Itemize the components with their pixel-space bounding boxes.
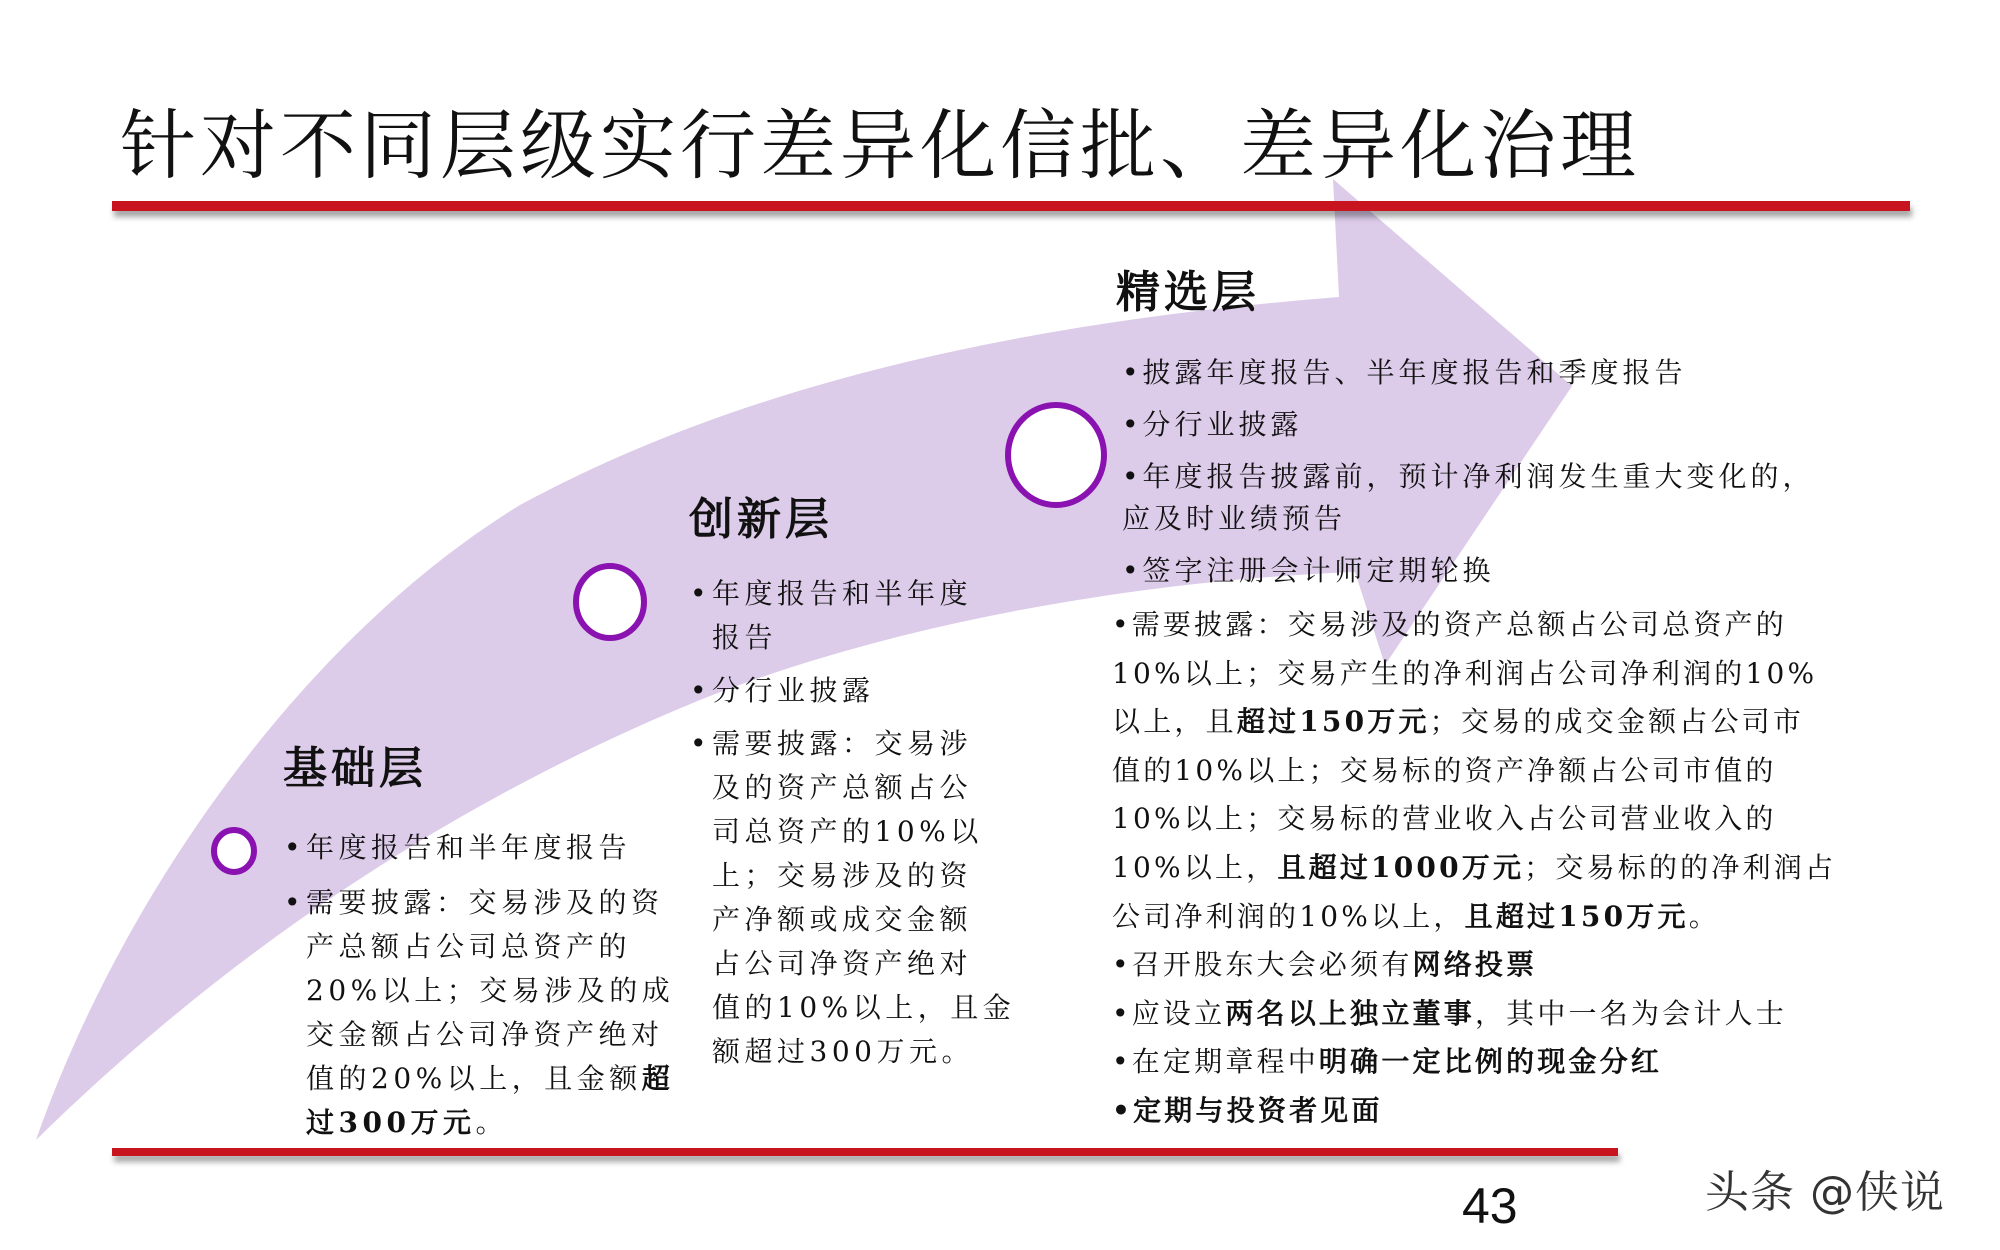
bullet-text-line [1112,795,1836,844]
bullet-text-line [712,722,1015,766]
tier-marker-circle-innovation [576,566,644,638]
bullet-text-line [306,969,674,1013]
bullet-dot-icon: • [690,727,712,760]
bullet-item [1112,941,1836,990]
bullet-text-line [1112,747,1836,796]
text-segment: 。 [1688,899,1720,933]
text-segment: 需要披露：交易涉 [712,727,973,760]
tier-title-basic: 基础层 [283,743,427,794]
bullet-item [690,669,1015,713]
bullet-text-line [1122,404,1815,446]
emphasis-text: •定期与投资者见面 [1112,1093,1383,1127]
text-segment: 产净额或成交金额 [712,903,973,936]
text-segment: 值的10%以上，且金 [712,991,1016,1024]
bullet-text-line [1112,990,1836,1039]
bullet-text-line [1112,893,1836,942]
footer-divider [112,1148,1618,1156]
bullet-text-line [1112,601,1836,650]
bullet-text-line [1112,941,1836,990]
bullet-text-line [712,854,1015,898]
bullet-text-line [712,572,1015,616]
bullet-text-line [712,1030,1015,1074]
bullet-text-line [712,986,1015,1030]
bullet-text-line [1122,352,1815,394]
bullet-text-line [1112,1038,1836,1087]
bullet-item [284,881,675,1145]
text-segment: 20%以上；交易涉及的成 [306,974,675,1007]
emphasis-text: 且超过1000万元 [1277,850,1525,884]
text-segment: •披露年度报告、半年度报告和季度报告 [1122,356,1687,389]
bullet-text-line [712,669,1015,713]
bullet-text-line [306,1101,674,1145]
bullet-item [1112,990,1836,1039]
emphasis-text: 两名以上独立董事 [1225,996,1475,1030]
watermark: 头条 @侠说 [1705,1167,1945,1218]
bullet-text-line [712,616,1015,660]
text-segment: 值的10%以上；交易标的资产净额占公司市值的 [1112,753,1777,787]
title-underline-divider [112,201,1910,211]
text-segment: 10%以上；交易标的营业收入占公司营业收入的 [1112,802,1777,836]
tier-basic-bullets [284,826,675,1145]
text-segment: 分行业披露 [712,674,875,707]
bullet-text-line [1112,1087,1836,1136]
text-segment: 。 [475,1106,508,1139]
text-segment: 需要披露：交易涉及的资 [306,886,664,919]
text-segment: 司总资产的10%以 [712,815,983,848]
bullet-text-line [306,1013,674,1057]
emphasis-text: 且超过150万元 [1464,899,1689,933]
emphasis-text: 超 [641,1062,675,1095]
tier-innovation-bullets [690,572,1016,1074]
text-segment: 10%以上；交易产生的净利润占公司净利润的10% [1112,656,1818,690]
tier-marker-circle-basic [214,830,254,872]
text-segment: •应设立 [1112,996,1226,1030]
bullet-dot-icon: • [284,831,306,864]
slide-title: 针对不同层级实行差异化信批、差异化治理 [120,101,1640,190]
text-segment: 及的资产总额占公 [712,771,973,804]
bullet-text-line [1122,456,1815,498]
text-segment: 应及时业绩预告 [1122,502,1347,535]
text-segment: ，其中一名为会计人士 [1474,996,1787,1030]
tier-title-innovation: 创新层 [689,494,833,545]
tier-select-bullets [1122,352,1815,592]
bullet-text-line [1112,844,1836,893]
text-segment: •分行业披露 [1122,408,1303,441]
text-segment: ；交易的成交金额占公司市 [1429,705,1805,739]
text-segment: •召开股东大会必须有 [1112,948,1413,982]
tier-title-select: 精选层 [1116,267,1260,318]
text-segment: •年度报告披露前，预计净利润发生重大变化的， [1122,460,1815,493]
bullet-item [1112,1087,1836,1136]
bullet-text-line [306,881,674,925]
bullet-item [690,722,1016,1074]
text-segment: 报告 [712,621,778,654]
emphasis-text: 网络投票 [1412,948,1538,982]
bullet-text-line [1122,550,1815,592]
bullet-text-line [306,1057,674,1101]
bullet-text-line [1112,650,1836,699]
text-segment: •签字注册会计师定期轮换 [1122,554,1495,587]
text-segment: 值的20%以上，且金额 [306,1062,642,1095]
text-segment: 公司净利润的10%以上， [1112,899,1465,933]
page-number: 43 [1462,1178,1518,1234]
text-segment: ；交易标的的净利润占 [1524,850,1837,884]
text-segment: 以上，且 [1112,705,1237,739]
text-segment: 年度报告和半年度报告 [306,831,632,864]
bullet-item [690,572,1015,660]
text-segment: •在定期章程中 [1112,1045,1319,1079]
bullet-text-line [306,925,674,969]
bullet-item [1112,1038,1836,1087]
bullet-text-line [712,766,1015,810]
text-segment: 额超过300万元。 [712,1035,974,1068]
bullet-dot-icon: • [284,886,306,919]
bullet-item [284,826,674,870]
text-segment: 年度报告和半年度 [712,577,973,610]
bullet-item [1122,456,1815,540]
emphasis-text: 过300万元 [306,1106,476,1139]
bullet-text-line [1112,698,1836,747]
bullet-text-line [712,810,1015,854]
text-segment: 交金额占公司净资产绝对 [306,1018,664,1051]
bullet-item [1122,352,1815,394]
tier-select-requirements [1112,601,1836,1136]
bullet-text-line [1122,498,1815,540]
emphasis-text: 明确一定比例的现金分红 [1318,1045,1663,1079]
bullet-text-line [712,942,1015,986]
bullet-dot-icon: • [690,577,712,610]
tier-marker-circle-select [1008,405,1104,505]
bullet-text-line [712,898,1015,942]
bullet-item [1112,601,1836,941]
bullet-item [1122,404,1815,446]
text-segment: 产总额占公司总资产的 [306,930,632,963]
text-segment: •需要披露：交易涉及的资产总额占公司总资产的 [1112,608,1787,641]
text-segment: 占公司净资产绝对 [712,947,973,980]
bullet-text-line [306,826,674,870]
bullet-dot-icon: • [690,674,712,707]
text-segment: 上；交易涉及的资 [712,859,973,892]
emphasis-text: 超过150万元 [1236,705,1430,739]
text-segment: 10%以上， [1112,850,1278,884]
bullet-item [1122,550,1815,592]
